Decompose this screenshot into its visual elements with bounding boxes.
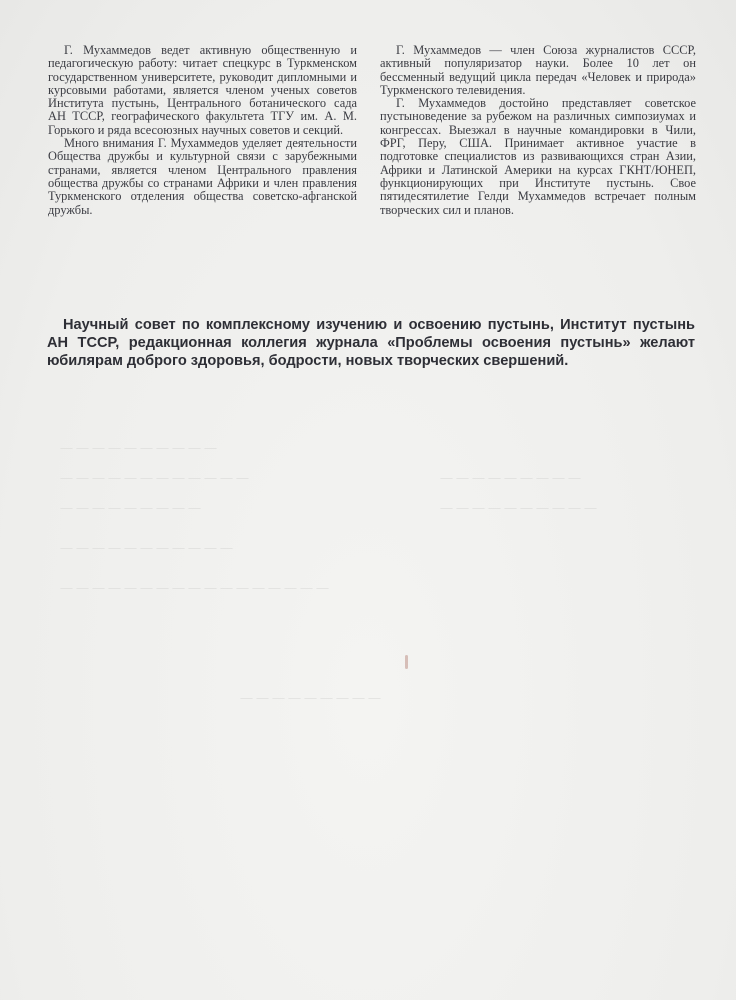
right-paragraph-2: Г. Мухаммедов достойно представляет советское пустыноведение за рубежом на различных симпозиумах и конгрессах. Выезжал в научные командировки в Чили, ФРГ, Перу, США. Принимает активное участие в подготовке специалистов из развивающихся стран Азии, Африки и Латинской Америки на курсах ГКНТ/ЮНЕП, функционирующих при Институте пустынь. Свое пятидесятилетие Гелди Мухаммедов встречает полным творческих сил и планов.	[380, 96, 696, 217]
show-through-line: ― ― ― ― ― ― ― ― ―	[60, 500, 201, 514]
show-through-line: ― ― ― ― ― ― ― ― ― ― ―	[60, 540, 233, 554]
show-through-line: ― ― ― ― ― ― ― ― ― ― ― ―	[60, 470, 249, 484]
show-through-line: ― ― ― ― ― ― ― ― ― ― ― ― ― ― ― ― ―	[60, 580, 329, 594]
right-paragraph-1: Г. Мухаммедов — член Союза журналистов СССР, активный популяризатор науки. Более 10 лет он бессменный ведущий цикла передач «Человек и природа» Туркменского телевидения.	[380, 43, 696, 97]
show-through-line: ― ― ― ― ― ― ― ― ― ―	[440, 500, 597, 514]
left-column	[48, 44, 357, 217]
show-through-line: ― ― ― ― ― ― ― ― ―	[440, 470, 581, 484]
left-paragraph-1: Г. Мухаммедов ведет активную общественную и педагогическую работу: читает спецкурс в Туркменском государственном университете, руководит дипломными и курсовыми работами, является членом ученых советов Института пустынь, Центрального ботанического сада АН ТССР, географического факультета ТГУ им. А. М. Горького и ряда всесоюзных научных советов и секций.	[48, 43, 357, 137]
right-column	[380, 44, 696, 217]
ink-mark	[405, 655, 408, 669]
show-through-line: ― ― ― ― ― ― ― ― ― ―	[60, 440, 217, 454]
left-paragraph-2: Много внимания Г. Мухаммедов уделяет деятельности Общества дружбы и культурной связи с зарубежными странами, является членом Центрального правления общества дружбы со странами Африки и член правления Туркменского отделения общества советско-афганской дружбы.	[48, 136, 357, 217]
show-through-line: ― ― ― ― ― ― ― ― ―	[240, 690, 381, 704]
tribute-paragraph: Научный совет по комплексному изучению и освоению пустынь, Институт пустынь АН ТССР, редакционная коллегия журнала «Проблемы освоения пустынь» желают юбилярам доброго здоровья, бодрости, новых творческих свершений.	[47, 317, 695, 369]
